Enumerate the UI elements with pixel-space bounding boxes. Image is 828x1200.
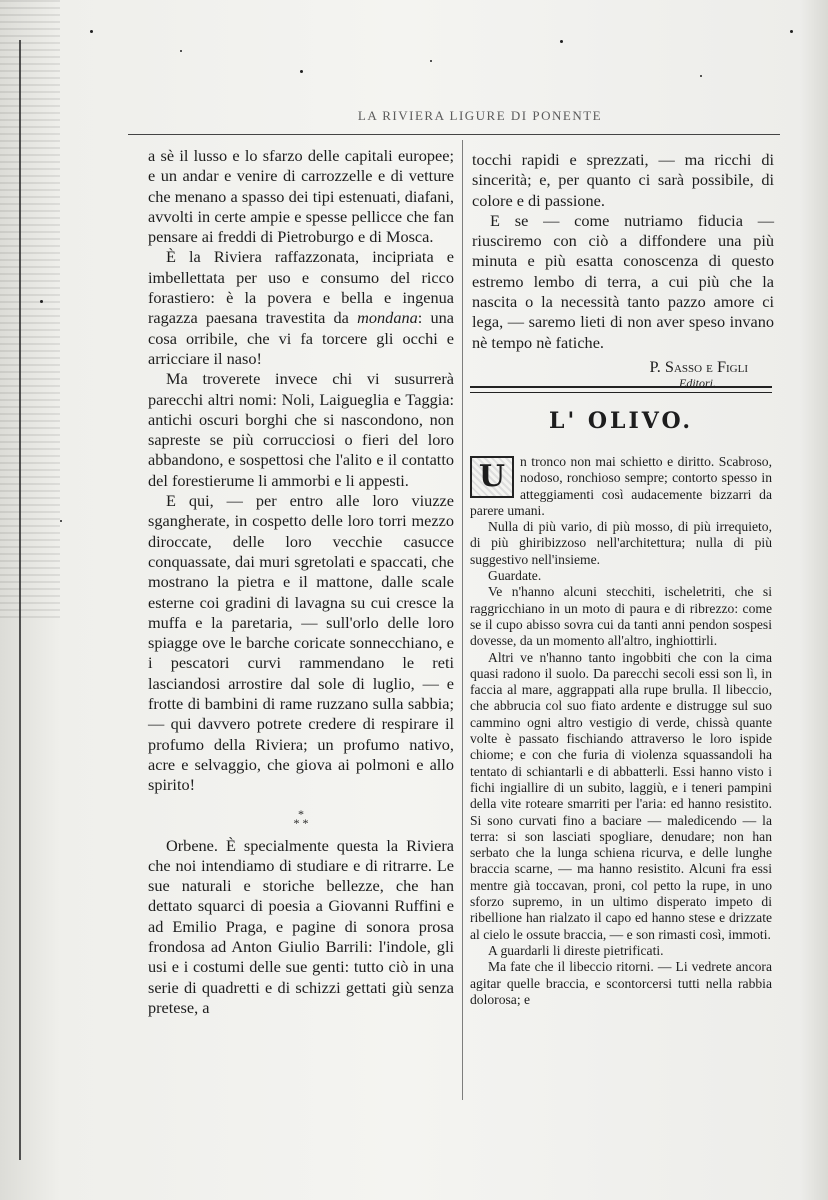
running-header: LA RIVIERA LIGURE DI PONENTE bbox=[357, 108, 603, 123]
paragraph: E qui, — per entro alle loro viuzze sgangherate, in cospetto delle loro torri mezzo diroccate, delle loro vecchie casucce conquassate, dai muri sgretolati e spaccati, che mostrano la pietra e il mattone, dalle scale esterne coi gradini di lavagna su cui cresce la muffa e la paretaria, — sull'orlo delle loro spiagge ove le barche coricate sonnecchiano, e i pescatori curvi rammendano le reti lasciandosi arrostire dal sole di luglio, — e frotte di bambini di rame ruzzano sulla sabbia; — qui davvero potrete credere di respirare il profumo della Riviera; un profumo nativo, acre e selvaggio, che giova ai polmoni e allo spirito! bbox=[148, 491, 454, 795]
paragraph: tocchi rapidi e sprezzati, — ma ricchi di sincerità; e, per quanto ci sarà possibile, di colore e di passione. bbox=[472, 150, 774, 210]
paragraph: A guardarli li direste pietrificati. bbox=[488, 942, 664, 958]
paragraph bbox=[470, 454, 772, 519]
page-edge-shadow bbox=[0, 0, 60, 620]
ink-speck bbox=[560, 40, 563, 43]
paragraph: E se — come nutriamo fiducia — riusciremo con ciò a diffondere una più minuta e più esatta conoscenza di questo estremo lembo di terra, a cui più che la nascita o la necessità tanto pazzo amore ci lega, — saremo lieti di non aver speso invano nè tempo nè fatiche. bbox=[472, 210, 774, 352]
ink-speck bbox=[700, 75, 702, 77]
paragraph: Altri ve n'hanno tanto ingobbiti che con la cima quasi radono il suolo. Da parecchi secoli essi son lì, in faccia al mare, aggrappati alla rupe brulla. Il libeccio, che abbrucia col suo fiato ardente e distrugge sul suo cammino ogni altro vestigio di verde, chissà quante volte è passato fischiando attraverso le loro ispide chiome; e con che furia di violenza squassandoli ha tentato di schiantarli e di abbatterli. Essi hanno visto i fichi ingiallire di un subito, laggiù, e i teneri pampini della vite roteare smarriti per l'aria: ed hanno resistito. Si sono curvati fino a baciare — maledicendo — la terra: si son lasciati spogliare, denudare; non han serbato che la lunga schiena ricurva, e delle lunghe braccia scarne, — ma hanno resistito. Alcuni fra essi mentre già toccavan, proni, col petto la rupe, in uno sforzo supremo, in un ultimo disperato impeto di ribellione han rialzato il capo ed hanno stese e drizzate al cielo le ossute braccia, — e son rimasti così, immoti. bbox=[470, 649, 772, 942]
ink-speck bbox=[300, 70, 303, 73]
article-title: L' OLIVO. bbox=[548, 408, 693, 434]
paragraph: Nulla di più vario, di più mosso, di più irrequieto, di più ghiribizzoso nell'architettura; nulla di più suggestivo nell'insieme. bbox=[470, 519, 772, 567]
paragraph-text: : una cosa orribile, che vi fa torcere gli occhi e arricciare il naso! bbox=[148, 308, 454, 368]
paragraph bbox=[148, 247, 454, 369]
ink-speck bbox=[180, 50, 182, 52]
ink-speck bbox=[90, 30, 93, 33]
ink-speck bbox=[40, 300, 43, 303]
paragraph: Ve n'hanno alcuni stecchiti, ischeletriti, che si raggricchiano in un moto di paura e di ribrezzo: come se il cupo abisso sovra cui da tanti anni pendon sospesi dovesse, da un momento all'altro, inghiottirli. bbox=[470, 584, 772, 649]
column-divider bbox=[462, 140, 463, 1100]
paragraph: Ma fate che il libeccio ritorni. — Li vedrete ancora agitar quelle braccia, e scontorcersi tutti nella rabbia dolorosa; e bbox=[470, 959, 772, 1007]
italic-word: mondana bbox=[357, 308, 418, 328]
section-rule bbox=[470, 386, 772, 393]
dropcap-initial: U bbox=[470, 456, 514, 498]
signature: P. Sasso e Figli bbox=[649, 356, 748, 376]
right-column-top bbox=[472, 150, 774, 389]
paragraph-text: È la Riviera raffazzonata, incipriata e imbellettata per uso e consumo del ricco forastiero: è la povera e bella e ingenua ragazza paesana travestita da bbox=[148, 247, 454, 328]
header-rule bbox=[128, 134, 780, 135]
article-body bbox=[470, 454, 772, 1008]
paragraph: a sè il lusso e lo sfarzo delle capitali europee; e un andar e venire di carrozzelle e di vetture che menano a spasso dei tipi estenuati, diafani, avvolti in certe ampie e spesse pellicce che fan pensare ai freddi di Pietroburgo e di Mosca. bbox=[148, 146, 454, 247]
ink-speck bbox=[60, 520, 62, 522]
asterism: * * * bbox=[293, 806, 309, 830]
paragraph: Guardate. bbox=[488, 568, 542, 584]
left-column bbox=[148, 146, 454, 1018]
signature-role: Editori. bbox=[678, 376, 716, 391]
binding-line bbox=[19, 40, 21, 1160]
paragraph: Ma troverete invece chi vi susurrerà parecchi altri nomi: Noli, Laigueglia e Taggia: antichi oscuri borghi che si nascondono, non sapreste se più corrucciosi o fieri del loro abbandono, e sospettosi che l'alito e il contatto del forestierume li ammorbi e li appesti. bbox=[148, 369, 454, 490]
paragraph: Orbene. È specialmente questa la Riviera che noi intendiamo di studiare e di ritrarre. Le sue naturali e storiche bellezze, che han dettato squarci di poesia a Giovanni Ruffini e ad Emilio Praga, e pagine di sonora prosa frondosa ad Anton Giulio Barrili: l'indole, gli usi e i costumi delle sue genti: tutto ciò in una serie di quadretti e di schizzi gettati giù senza pretese, a bbox=[148, 835, 454, 1017]
ink-speck bbox=[430, 60, 432, 62]
ink-speck bbox=[790, 30, 793, 33]
paragraph-text: n tronco non mai schietto e diritto. Scabroso, nodoso, ronchioso sempre; contorto spesso in atteggiamenti così audacemente bizzarri da parere umani. bbox=[470, 454, 772, 518]
